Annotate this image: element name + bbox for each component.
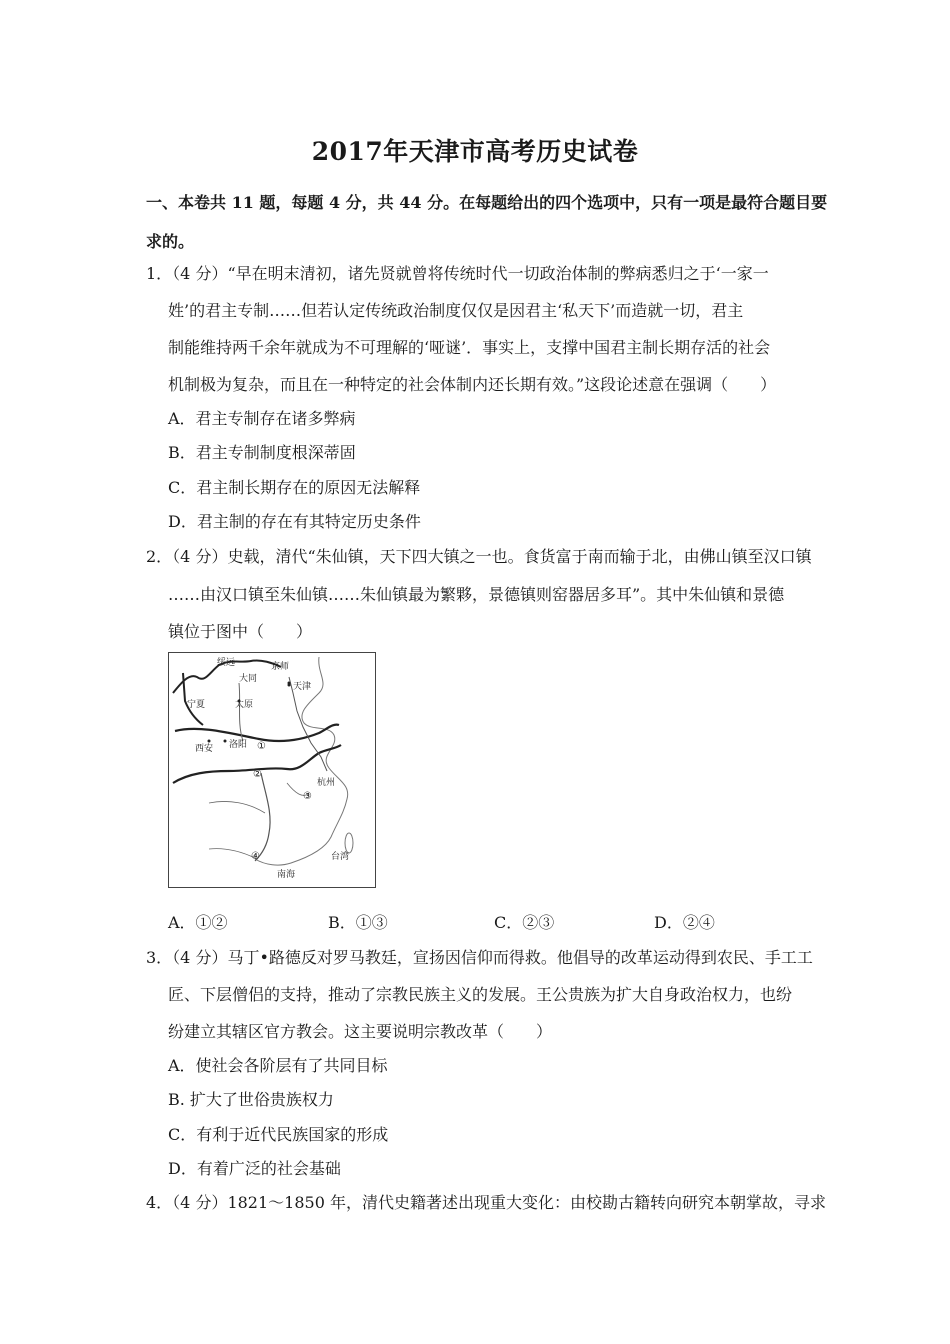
map-label-datong: 大同 (239, 674, 258, 684)
question-3-line-2: 匠、下层僧侣的支持，推动了宗教民族主义的发展。王公贵族为扩大自身政治权力，也纷 (168, 985, 793, 1004)
route-taiyuan (239, 683, 243, 741)
question-2-line-2: ……由汉口镇至朱仙镇……朱仙镇最为繁夥，景德镇则窑器居多耳”。其中朱仙镇和景德 (168, 585, 785, 604)
china-map-figure (168, 652, 376, 888)
section-instruction-line-1: 一、本卷共 11 题，每题 4 分，共 44 分。在每题给出的四个选项中，只有一项是最符合题目要 (146, 193, 828, 212)
river-pearl (209, 849, 257, 859)
city-dot-xian (208, 740, 211, 743)
city-dot-tianjin (288, 684, 291, 687)
question-2-line-1: 2．（4 分）史载，清代“朱仙镇，天下四大镇之一也。食货富于南而输于北，由佛山镇至汉口镇 (146, 547, 812, 566)
map-marker-1: ① (257, 741, 266, 752)
question-1-line-2: 姓’的君主专制……但若认定传统政治制度仅仅是因君主‘私天下’而造就一切，君主 (168, 301, 744, 320)
question-3-option-c[interactable]: C．有利于近代民族国家的形成 (168, 1125, 389, 1144)
map-label-luoyang: 洛阳 (229, 740, 248, 750)
river-xiang (209, 801, 265, 813)
question-2-option-a[interactable]: A．①② (168, 913, 228, 932)
map-marker-4: ④ (251, 851, 260, 862)
map-label-ningxia: 宁夏 (187, 700, 206, 710)
question-1-line-4: 机制极为复杂，而且在一种特定的社会体制内还长期有效。”这段论述意在强调（ ） (168, 375, 777, 394)
question-1-option-d[interactable]: D．君主制的存在有其特定历史条件 (168, 512, 421, 531)
question-3-option-d[interactable]: D．有着广泛的社会基础 (168, 1159, 341, 1178)
question-3-option-a[interactable]: A．使社会各阶层有了共同目标 (168, 1056, 388, 1075)
page-title: 2017年天津市高考历史试卷 (311, 137, 639, 166)
question-3-line-3: 纷建立其辖区官方教会。这主要说明宗教改革（ ） (168, 1022, 553, 1041)
question-4-line-1: 4．（4 分）1821～1850 年，清代史籍著述出现重大变化：由校勘古籍转向研究本朝掌故，寻求 (146, 1193, 826, 1212)
map-label-jingshi: 京师 (271, 662, 290, 672)
question-1-option-a[interactable]: A．君主专制存在诸多弊病 (168, 409, 356, 428)
question-1-line-1: 1．（4 分）“早在明末清初，诸先贤就曾将传统时代一切政治体制的弊病悉归之于‘一家一 (146, 264, 769, 283)
map-marker-2: ② (253, 769, 262, 780)
map-label-tianjin: 天津 (293, 682, 312, 692)
map-label-suiyuan: 绥远 (217, 658, 236, 668)
map-marker-3: ③ (303, 791, 312, 802)
map-svg (169, 653, 375, 887)
question-2-line-3: 镇位于图中（ ） (168, 622, 313, 641)
section-instruction-line-2: 求的。 (146, 232, 195, 251)
question-3-option-b[interactable]: B. 扩大了世俗贵族权力 (168, 1090, 334, 1109)
question-3-line-1: 3．（4 分）马丁•路德反对罗马教廷，宣扬因信仰而得救。他倡导的改革运动得到农民、手工工 (146, 948, 813, 967)
question-1-option-b[interactable]: B．君主专制制度根深蒂固 (168, 443, 356, 462)
city-dot-luoyang (224, 740, 227, 743)
question-1-option-c[interactable]: C．君主制长期存在的原因无法解释 (168, 478, 421, 497)
question-2-option-d[interactable]: D．②④ (654, 913, 715, 932)
question-2-option-c[interactable]: C．②③ (494, 913, 555, 932)
taiwan-island (345, 833, 353, 853)
western-route (183, 673, 206, 725)
map-label-taiyuan: 太原 (235, 700, 254, 710)
route-south (255, 773, 270, 861)
map-label-nanhai: 南海 (277, 870, 296, 880)
map-label-xian: 西安 (195, 744, 214, 754)
question-1-line-3: 制能维持两千余年就成为不可理解的‘哑谜’．事实上，支撑中国君主制长期存活的社会 (168, 338, 771, 357)
map-label-taiwan: 台湾 (331, 852, 350, 862)
question-2-option-b[interactable]: B．①③ (328, 913, 388, 932)
map-label-hangzhou: 杭州 (317, 778, 336, 788)
